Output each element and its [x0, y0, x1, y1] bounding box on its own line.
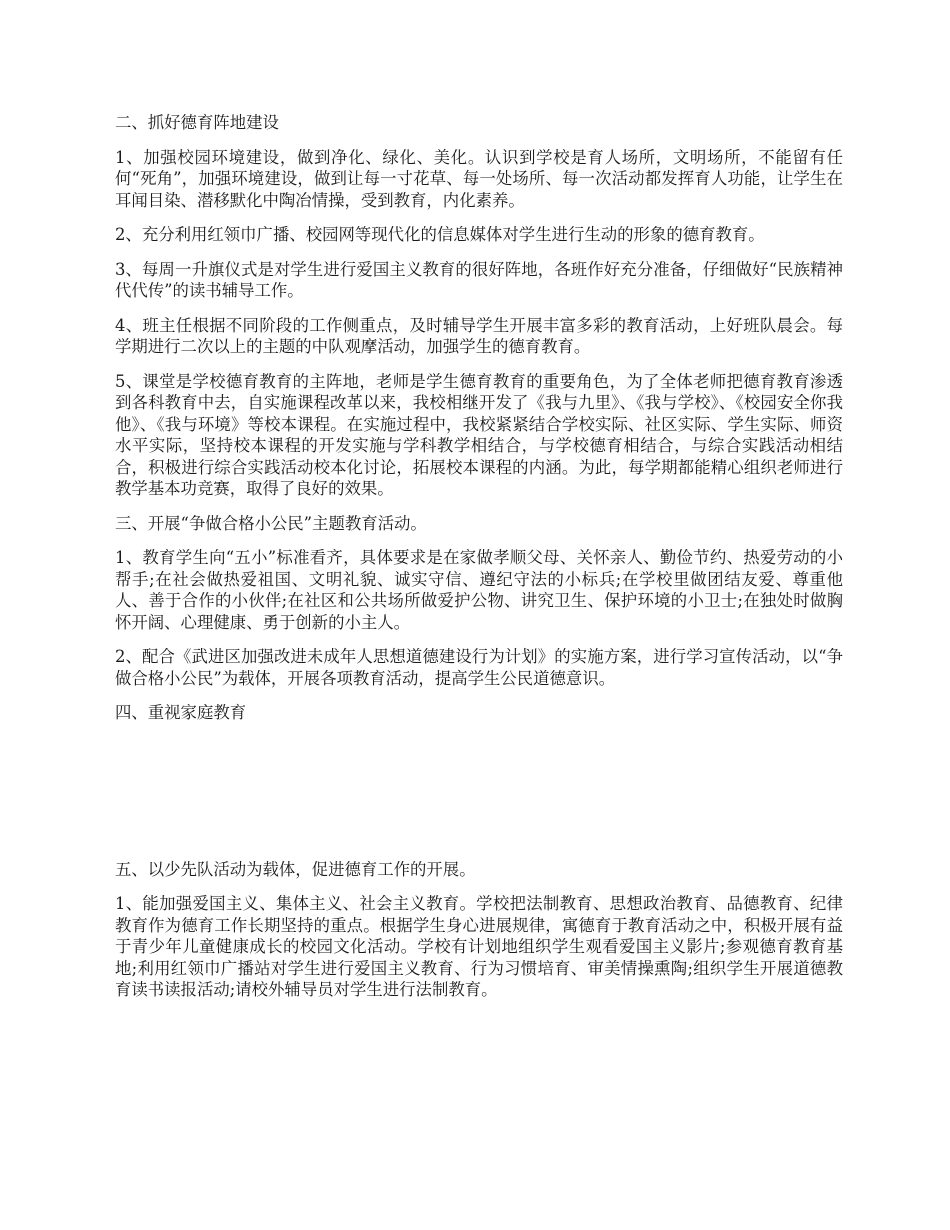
blank-space [115, 737, 843, 859]
paragraph-media: 2、充分利用红领巾广播、校园网等现代化的信息媒体对学生进行生动的形象的德育教育。 [115, 225, 765, 244]
paragraph-patriotism: 1、能加强爱国主义、集体主义、社会主义教育。学校把法制教育、思想政治教育、品德教育、纪律教育作为德育工作长期坚持的重点。根据学生身心进展规律，寓德育于教育活动之中，积极开展有益于青少年儿童健康成长的校园文化活动。学校有计划地组织学生观看爱国主义影片;参观德育教育基地;利用红领巾广播站对学生进行爱国主义教育、行为习惯培育、审美情操熏陶;组织学生开展道德教育读书读报活动;请校外辅导员对学生进行法制教育。 [115, 894, 843, 999]
section-heading-3: 三、开展“争做合格小公民”主题教育活动。 [115, 513, 427, 533]
paragraph-five-small: 1、教育学生向“五小”标准看齐，具体要求是在家做孝顺父母、关怀亲人、勤俭节约、热爱劳动的小帮手;在社会做热爱祖国、文明礼貌、诚实守信、遵纪守法的小标兵;在学校里做团结友爱、尊重他人、善于合作的小伙伴;在社区和公共场所做爱护公物、讲究卫生、保护环境的小卫士;在独处时做胸怀开阔、心理健康、勇于创新的小主人。 [115, 548, 843, 632]
paragraph-class-teacher: 4、班主任根据不同阶段的工作侧重点，及时辅导学生开展丰富多彩的教育活动，上好班队晨会。每学期进行二次以上的主题的中队观摩活动，加强学生的德育教育。 [115, 315, 843, 356]
paragraph-flag-ceremony: 3、每周一升旗仪式是对学生进行爱国主义教育的很好阵地，各班作好充分准备，仔细做好“民族精神代代传”的读书辅导工作。 [115, 259, 843, 300]
section-heading-5: 五、以少先队活动为载体，促进德育工作的开展。 [115, 859, 476, 879]
paragraph-environment: 1、加强校园环境建设，做到净化、绿化、美化。认识到学校是育人场所，文明场所，不能留有任何“死角”，加强环境建设，做到让每一寸花草、每一处场所、每一次活动都发挥育人功能，让学生在耳闻目染、潜移默化中陶冶情操，受到教育，内化素养。 [115, 147, 843, 210]
section-heading-4: 四、重视家庭教育 [115, 703, 247, 722]
section-heading-2: 二、抓好德育阵地建设 [115, 113, 279, 132]
document-body [115, 112, 843, 1014]
paragraph-citizen: 2、配合《武进区加强改进未成年人思想道德建设行为计划》的实施方案，进行学习宣传活动，以“争做合格小公民”为载体，开展各项教育活动，提高学生公民道德意识。 [115, 647, 843, 688]
paragraph-curriculum: 5、课堂是学校德育教育的主阵地，老师是学生德育教育的重要角色，为了全体老师把德育教育渗透到各科教育中去，自实施课程改革以来，我校相继开发了《我与九里》、《我与学校》、《校园安全你我他》、《我与环境》等校本课程。在实施过程中，我校紧紧结合学校实际、社区实际、学生实际、师资水平实际，坚持校本课程的开发实施与学科教学相结合，与学校德育相结合，与综合实践活动相结合，积极进行综合实践活动校本化讨论，拓展校本课程的内涵。为此，每学期都能精心组织老师进行教学基本功竞赛，取得了良好的效果。 [115, 371, 843, 498]
